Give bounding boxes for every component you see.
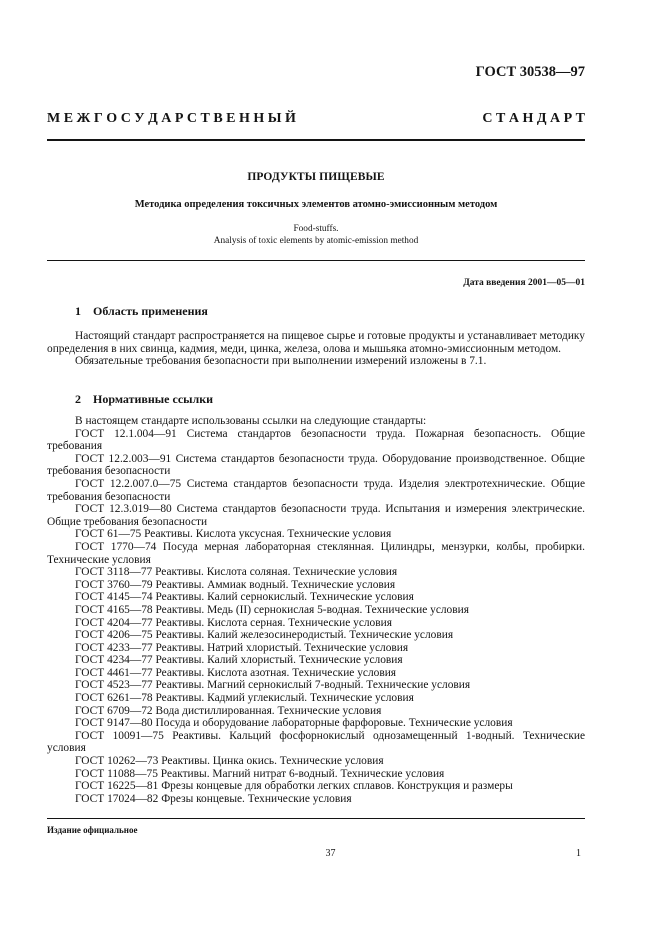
section-number: 1: [75, 304, 81, 318]
reference-entry: [47, 541, 585, 566]
paragraph: Обязательные требования безопасности при выполнении измерений изложены в 7.1.: [75, 355, 487, 368]
reference-entry: [47, 793, 585, 806]
reference-title: Реактивы. Аммиак водный. Технические условия: [155, 578, 396, 591]
paragraph: Настоящий стандарт распространяется на пищевое сырье и готовые продукты и устанавливает методику определения в них свинца, кадмия, меди, цинка, железа, олова и мышьяка атомно-эмиссионным методом.: [47, 330, 585, 355]
reference-code: ГОСТ 3760—79: [75, 578, 153, 591]
section-1-body: [47, 330, 585, 368]
reference-title: Реактивы. Кислота серная. Технические условия: [155, 616, 392, 629]
reference-code: ГОСТ 4233—77: [75, 641, 153, 654]
reference-title: Реактивы. Кислота азотная. Технические условия: [155, 666, 397, 679]
reference-code: ГОСТ 4234—77: [75, 654, 153, 667]
reference-code: ГОСТ 6261—78: [75, 692, 153, 705]
footer-divider: [47, 818, 585, 819]
reference-code: ГОСТ 4165—78: [75, 603, 153, 616]
title-divider: [47, 260, 585, 261]
reference-entry: [47, 617, 585, 630]
reference-entry: [47, 705, 585, 718]
reference-title: Реактивы. Магний нитрат 6-водный. Технические условия: [160, 767, 445, 780]
document-code: ГОСТ 30538—97: [475, 64, 585, 80]
section-number: 2: [75, 392, 81, 406]
reference-code: ГОСТ 10262—73: [75, 755, 159, 768]
reference-code: ГОСТ 4523—77: [75, 679, 153, 692]
reference-code: ГОСТ 12.3.019—80: [75, 503, 172, 516]
reference-code: ГОСТ 4461—77: [75, 666, 153, 679]
reference-code: ГОСТ 10091—75: [75, 729, 164, 742]
reference-entry: [47, 642, 585, 655]
reference-title: Вода дистиллированная. Технические условия: [155, 704, 382, 717]
reference-entry: [47, 667, 585, 680]
reference-entry: [47, 579, 585, 592]
section-2-heading: [75, 392, 213, 407]
reference-code: ГОСТ 11088—75: [75, 767, 158, 780]
english-title-line: Analysis of toxic elements by atomic-emission method: [213, 235, 419, 246]
reference-title: Посуда мерная лабораторная стеклянная. Цилиндры, мензурки, колбы, пробирки. Технические условия: [47, 540, 585, 566]
reference-title: Фрезы концевые для обработки легких сплавов. Конструкция и размеры: [161, 780, 513, 793]
reference-code: ГОСТ 4206—75: [75, 629, 153, 642]
reference-title: Реактивы. Кадмий углекислый. Технические условия: [155, 692, 414, 705]
reference-entry: [47, 692, 585, 705]
reference-entry: [47, 428, 585, 453]
reference-code: ГОСТ 16225—81: [75, 780, 159, 793]
reference-title: Реактивы. Кислота соляная. Технические условия: [155, 566, 398, 579]
reference-code: ГОСТ 12.1.004—91: [75, 427, 177, 440]
reference-title: Реактивы. Натрий хлористый. Технические условия: [155, 641, 409, 654]
reference-code: ГОСТ 4204—77: [75, 616, 153, 629]
reference-title: Реактивы. Калий железосинеродистый. Технические условия: [155, 629, 454, 642]
reference-entry: [47, 528, 585, 541]
reference-entry: [47, 503, 585, 528]
reference-entry: [47, 478, 585, 503]
reference-title: Реактивы. Цинка окись. Технические условия: [161, 755, 384, 768]
reference-entry: [47, 453, 585, 478]
reference-title: Реактивы. Калий хлористый. Технические условия: [155, 654, 403, 667]
reference-code: ГОСТ 61—75: [75, 528, 142, 541]
edition-label: Издание официальное: [47, 825, 138, 835]
reference-entry: [47, 755, 585, 768]
english-title-line: Food-stuffs.: [293, 224, 339, 234]
reference-entry: [47, 566, 585, 579]
reference-code: ГОСТ 12.2.007.0—75: [75, 477, 182, 490]
reference-entry: [47, 730, 585, 755]
reference-code: ГОСТ 17024—82: [75, 792, 159, 805]
reference-title: Система стандартов безопасности труда. Изделия электротехнические. Общие требования безопасности: [47, 477, 585, 503]
english-title: [47, 224, 585, 247]
references-list: [47, 415, 585, 805]
reference-entry: [47, 717, 585, 730]
header-divider: [47, 139, 585, 141]
reference-title: Реактивы. Кальций фосфорнокислый однозамещенный 1-водный. Технические условия: [47, 729, 585, 755]
reference-entry: [47, 654, 585, 667]
reference-entry: [47, 629, 585, 642]
reference-entry: [47, 780, 585, 793]
section-1-heading: [75, 304, 208, 319]
interstate-standard-banner: [47, 111, 585, 127]
reference-title: Реактивы. Калий сернокислый. Технические условия: [155, 591, 414, 604]
reference-entry: [47, 768, 585, 781]
reference-code: ГОСТ 6709—72: [75, 704, 153, 717]
reference-title: Система стандартов безопасности труда. Испытания и измерения электрические. Общие требования безопасности: [47, 503, 585, 528]
banner-word-interstate: М Е Ж Г О С У Д А Р С Т В Е Н Н Ы Й: [47, 111, 296, 126]
document-subtitle: Методика определения токсичных элементов атомно-эмиссионным методом: [134, 199, 498, 210]
reference-title: Реактивы. Медь (II) сернокислая 5-водная. Технические условия: [155, 603, 469, 616]
section-title: Область применения: [93, 304, 208, 318]
reference-title: Система стандартов безопасности труда. Пожарная безопасность. Общие требования: [47, 427, 586, 453]
reference-title: Фрезы концевые. Технические условия: [161, 792, 352, 805]
reference-title: Реактивы. Магний сернокислый 7-водный. Технические условия: [155, 679, 471, 692]
reference-entries: [47, 428, 585, 806]
reference-code: ГОСТ 12.2.003—91: [75, 452, 172, 465]
reference-entry: [47, 591, 585, 604]
reference-entry: [47, 604, 585, 617]
page-number: 37: [325, 848, 336, 859]
banner-word-standard: С Т А Н Д А Р Т: [482, 111, 585, 126]
section-title: Нормативные ссылки: [93, 392, 214, 406]
reference-code: ГОСТ 3118—77: [75, 566, 153, 579]
reference-code: ГОСТ 9147—80: [75, 717, 153, 730]
reference-code: ГОСТ 4145—74: [75, 591, 153, 604]
reference-title: Система стандартов безопасности труда. Оборудование производственное. Общие требования безопасности: [47, 452, 585, 478]
reference-entry: [47, 679, 585, 692]
introduction-date: Дата введения 2001—05—01: [463, 278, 585, 288]
reference-title: Посуда и оборудование лабораторные фарфоровые. Технические условия: [155, 717, 513, 730]
reference-title: Реактивы. Кислота уксусная. Технические условия: [144, 528, 392, 541]
references-intro: В настоящем стандарте использованы ссылки на следующие стандарты:: [75, 415, 427, 427]
reference-code: ГОСТ 1770—74: [75, 540, 157, 553]
sheet-number: 1: [576, 848, 581, 859]
document-title: ПРОДУКТЫ ПИЩЕВЫЕ: [247, 171, 385, 183]
